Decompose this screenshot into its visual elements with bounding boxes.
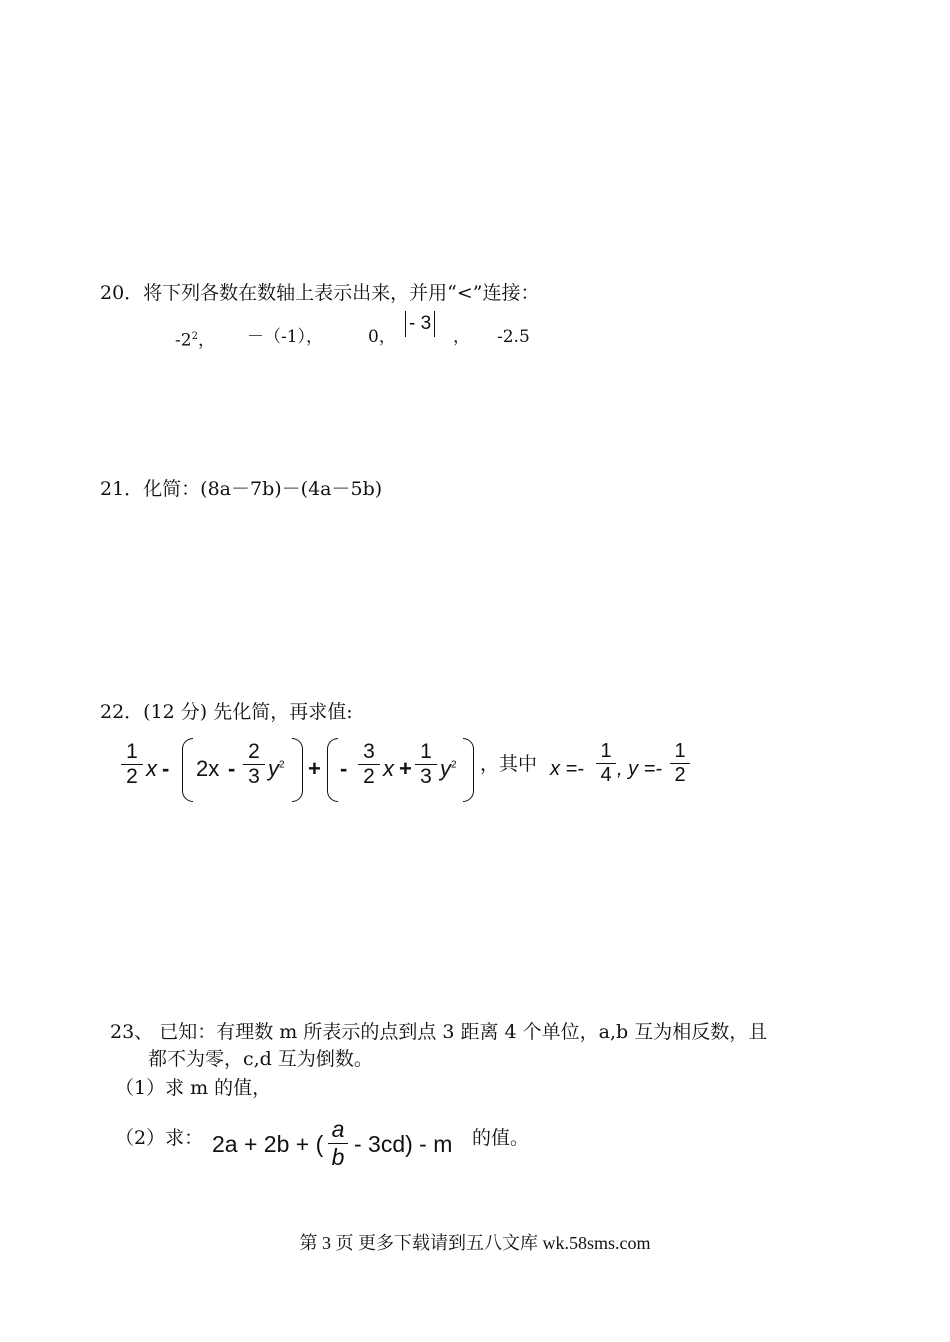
frac-numerator: 1 — [674, 740, 686, 762]
q22-frac-1 — [121, 740, 143, 789]
q22-right-paren-1 — [292, 738, 303, 802]
frac-denominator: 4 — [600, 764, 612, 786]
q22-y1-base: y — [268, 756, 279, 781]
q22-minus1: - — [162, 756, 170, 781]
q23-part1: （1）求 m 的值， — [115, 1077, 272, 1099]
q20-stem: 20．将下列各数在数轴上表示出来，并用“<”连接： — [100, 282, 540, 304]
q20-sep2: ， — [453, 327, 470, 347]
frac-denominator: b — [331, 1144, 345, 1170]
q22-left-paren-1 — [182, 738, 193, 802]
q22-two-x: 2x — [196, 756, 220, 781]
q23-expr-left: 2a + 2b + ( — [212, 1131, 324, 1157]
q22-stem: 22．(12 分) 先化简，再求值: — [100, 701, 353, 723]
q20-number-1 — [175, 325, 215, 353]
q22-y1-exponent: 2 — [279, 759, 285, 771]
q23-line2: 都不为零，c,d 互为倒数。 — [148, 1048, 373, 1070]
frac-numerator: a — [331, 1116, 345, 1142]
q22-y2 — [440, 756, 457, 782]
q20-sep1: ， — [197, 330, 215, 351]
q20-number-5: -2.5 — [497, 327, 530, 347]
q22-y1 — [268, 756, 285, 782]
frac-numerator: 2 — [248, 740, 260, 763]
q20-absolute-value: - 3 — [405, 311, 435, 337]
q22-frac-4 — [415, 740, 437, 789]
frac-numerator: 1 — [420, 740, 432, 763]
q22-frac-2 — [243, 740, 265, 789]
q20-n1-base: -2 — [175, 330, 192, 351]
q23-line1: 23、 已知：有理数 m 所表示的点到点 3 距离 4 个单位，a,b 互为相反数，且 — [110, 1021, 768, 1043]
frac-denominator: 2 — [674, 764, 686, 786]
frac-denominator: 3 — [248, 765, 260, 788]
frac-denominator: 2 — [126, 765, 138, 788]
q22-minus3: - — [340, 756, 348, 781]
q22-right-paren-2 — [463, 738, 474, 802]
q20-n1-exponent: 2 — [191, 331, 198, 342]
q22-x-eq: x =- — [550, 758, 584, 780]
q22-x2: x — [383, 756, 394, 781]
q22-x1: x — [146, 756, 157, 781]
q22-where-text: ，其中 — [480, 753, 538, 775]
frac-numerator: 1 — [126, 740, 138, 763]
q22-y2-exponent: 2 — [451, 759, 457, 771]
frac-denominator: 2 — [363, 765, 375, 788]
q22-y2-base: y — [440, 756, 451, 781]
q22-frac-3 — [358, 740, 380, 789]
q22-left-paren-2 — [327, 738, 338, 802]
q22-minus2: - — [228, 756, 236, 781]
frac-numerator: 3 — [363, 740, 375, 763]
q22-frac-x — [596, 740, 616, 787]
q20-number-2: －（-1）， — [247, 327, 324, 347]
q22-y-eq: , y =- — [617, 758, 663, 780]
q23-expr-right: - 3cd) - m — [354, 1131, 453, 1157]
q22-plus1: + — [308, 756, 321, 781]
q23-part2-tail: 的值。 — [472, 1127, 530, 1149]
q22-frac-y — [670, 740, 690, 787]
q20-number-3: 0， — [368, 327, 396, 347]
q22-plus2: + — [399, 756, 412, 781]
q23-frac — [328, 1116, 348, 1171]
frac-denominator: 3 — [420, 765, 432, 788]
q23-part2-label: （2）求： — [115, 1127, 204, 1149]
q21-stem: 21．化简：(8a－7b)－(4a－5b) — [100, 478, 383, 500]
frac-numerator: 1 — [600, 740, 612, 762]
page-footer: 第 3 页 更多下载请到五八文库 wk.58sms.com — [299, 1233, 651, 1253]
